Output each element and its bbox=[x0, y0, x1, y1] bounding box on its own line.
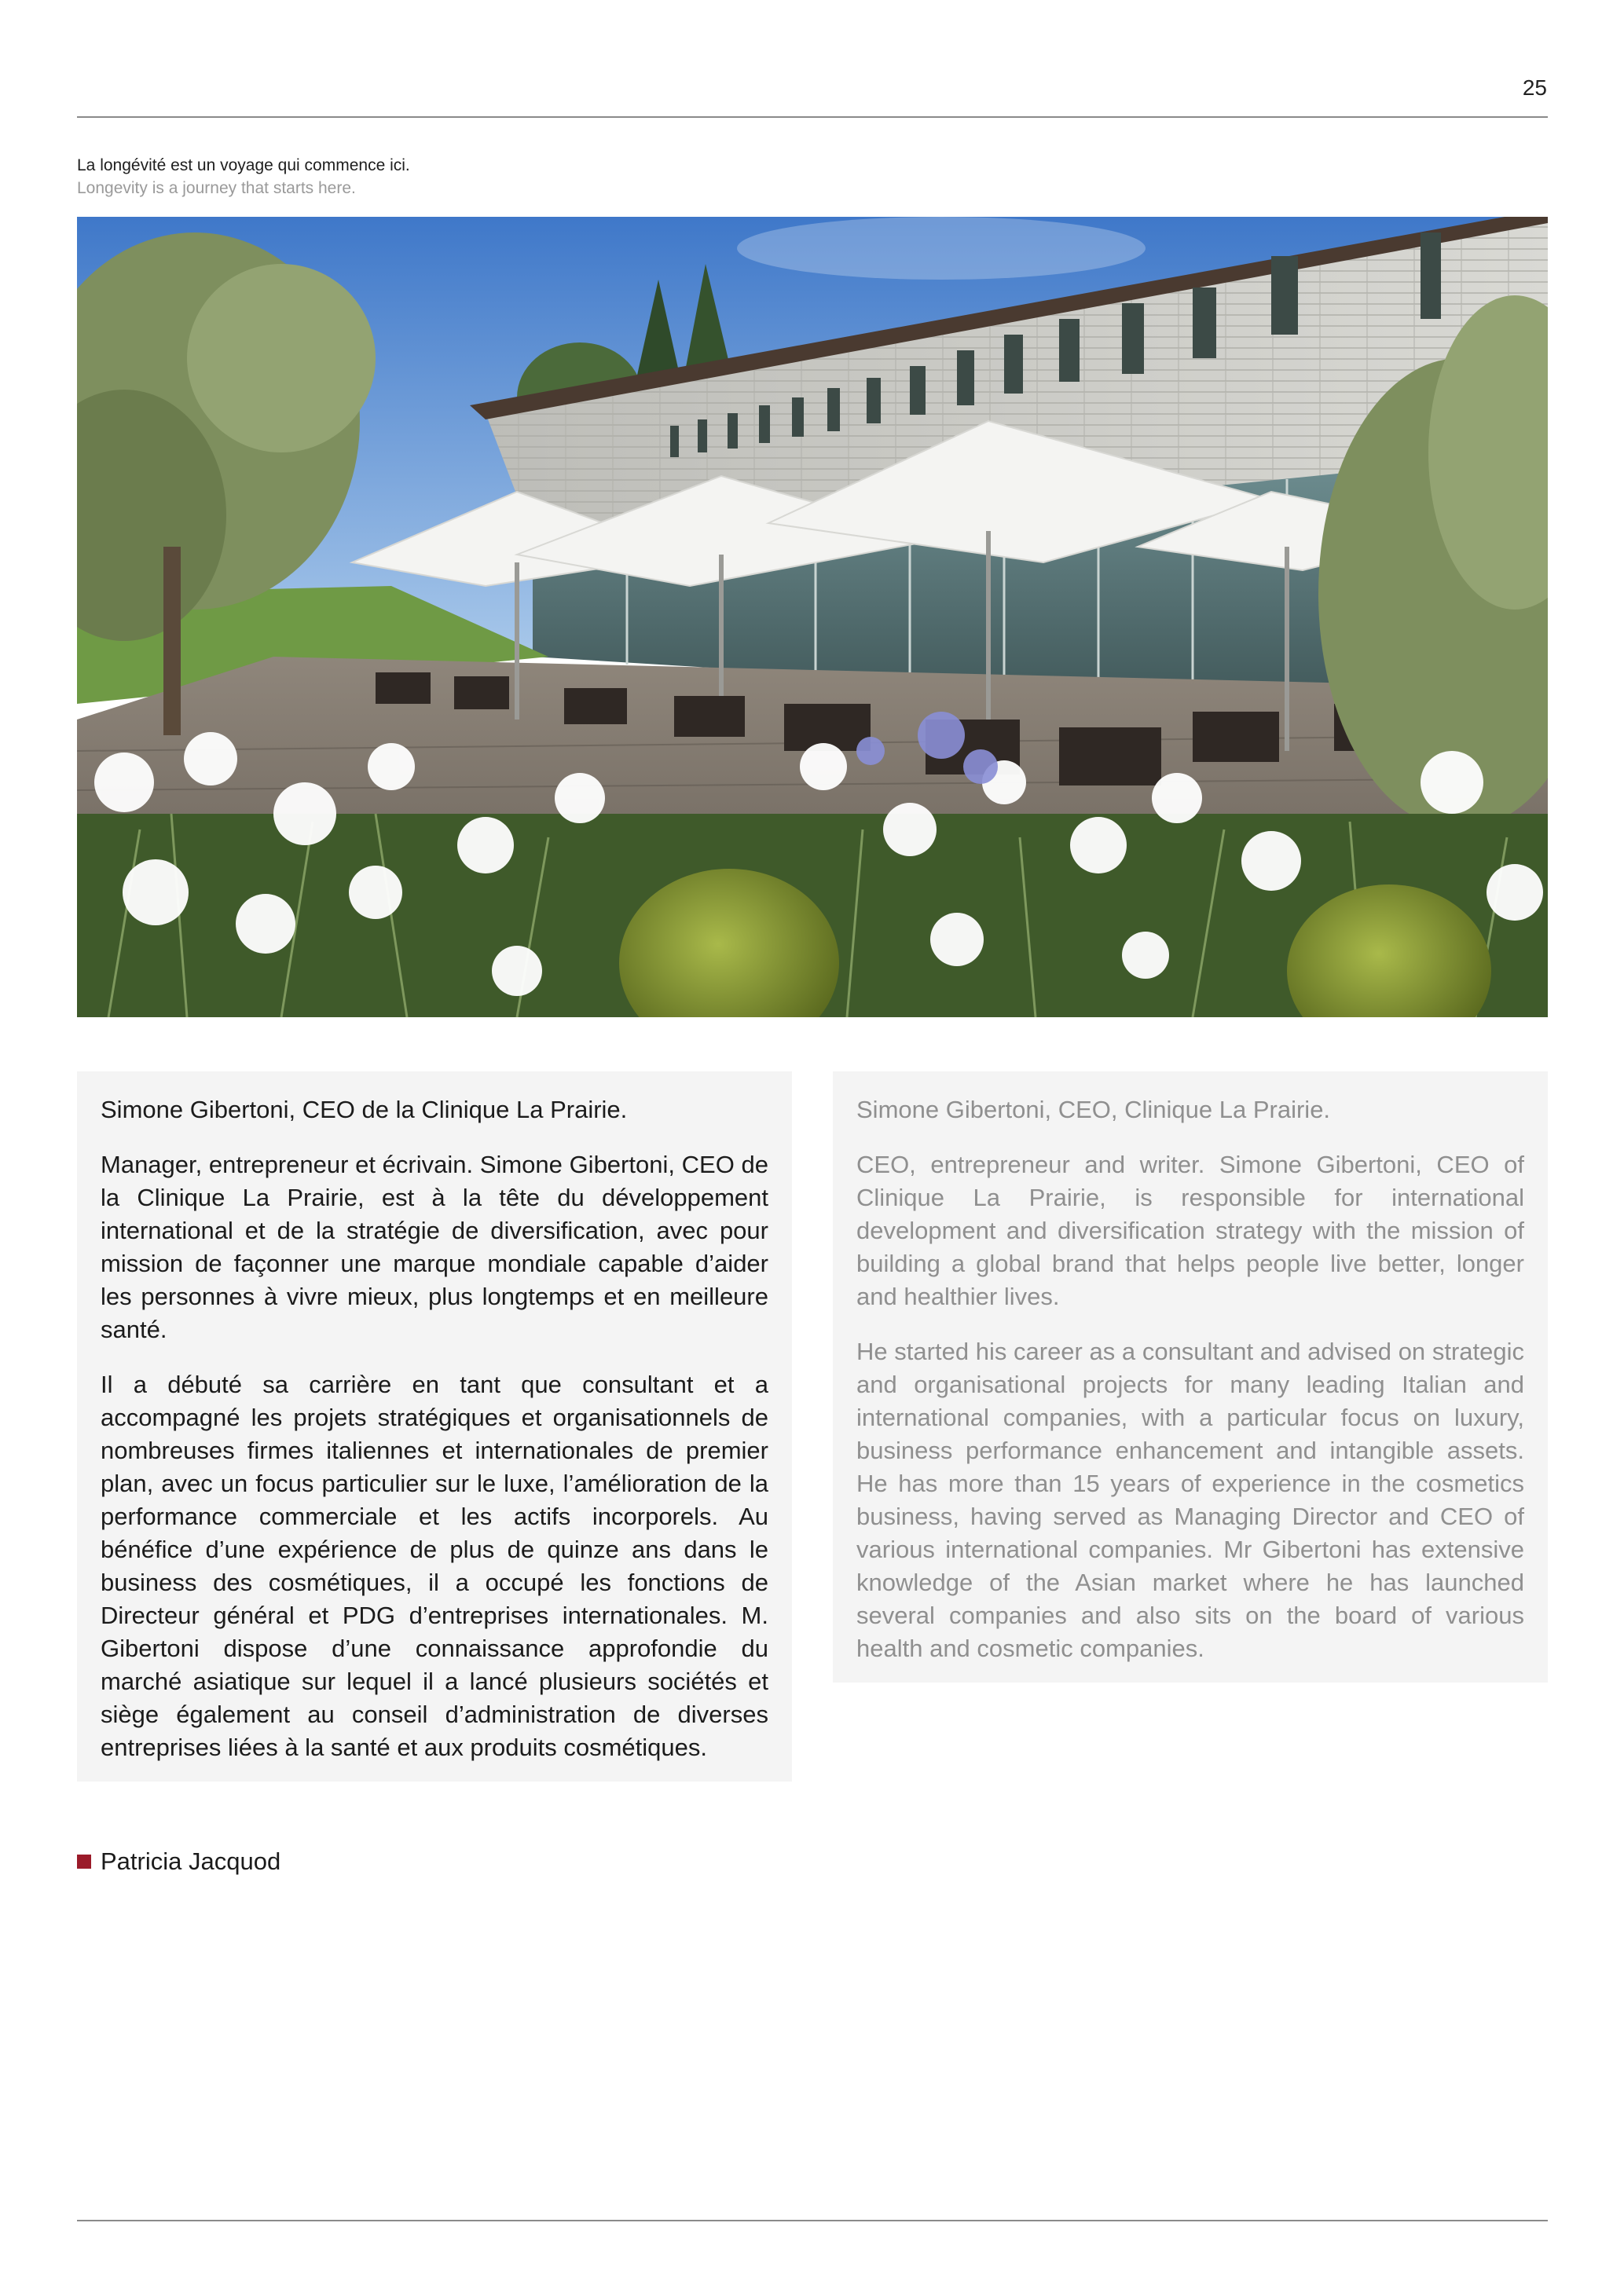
footer-divider bbox=[77, 2220, 1548, 2221]
french-bio-panel bbox=[77, 1071, 792, 1782]
french-bio-heading: Simone Gibertoni, CEO de la Clinique La Prairie. bbox=[101, 1096, 628, 1123]
caption-french: La longévité est un voyage qui commence ici. bbox=[77, 156, 410, 174]
english-bio-paragraph-1: CEO, entrepreneur and writer. Simone Gibertoni, CEO of Clinique La Prairie, is responsible for international development and diversification strategy with the mission of building a global brand that helps people live better, longer and healthier lives. bbox=[856, 1151, 1524, 1310]
square-bullet-icon bbox=[77, 1855, 91, 1869]
english-bio-heading: Simone Gibertoni, CEO, Clinique La Prairie. bbox=[856, 1096, 1331, 1123]
photo-caption bbox=[77, 156, 410, 198]
author-credit bbox=[77, 1847, 280, 1876]
page-number: 25 bbox=[1522, 75, 1547, 100]
french-bio-paragraph-2: Il a débuté sa carrière en tant que consultant et a accompagné les projets stratégiques et organisationnels de nombreuses firmes italiennes et internationales de premier plan, avec un focus particulier sur le luxe, l’amélioration de la performance commerciale et les actifs incorporels. Au bénéfice d’une expérience de plus de quinze ans dans le business des cosmétiques, il a occupé les fonctions de Directeur général et PDG d’entreprises internationales. M. Gibertoni dispose d’une connaissance approfondie du marché asiatique sur lequel il a lancé plusieurs sociétés et siège également au conseil d’administration de diverses entreprises liées à la santé et aux produits cosmétiques. bbox=[101, 1371, 768, 1761]
caption-english: Longevity is a journey that starts here. bbox=[77, 179, 356, 198]
header-divider bbox=[77, 116, 1548, 118]
english-bio-paragraph-2: He started his career as a consultant and advised on strategic and organisational projects for many leading Italian and international companies, with a particular focus on luxury, business performance enhancement and intangible assets. He has more than 15 years of experience in the cosmetics business, having served as Managing Director and CEO of various international companies. Mr Gibertoni has extensive knowledge of the Asian market where he has launched several companies and also sits on the board of various health and cosmetic companies. bbox=[856, 1338, 1524, 1662]
english-bio-panel bbox=[833, 1071, 1548, 1683]
clinic-terrace-photo bbox=[77, 217, 1548, 1017]
french-bio-paragraph-1: Manager, entrepreneur et écrivain. Simone Gibertoni, CEO de la Clinique La Prairie, est à la tête du développement international et de la stratégie de diversification, avec pour mission de façonner une marque mondiale capable d’aider les personnes à vivre mieux, plus longtemps et en meilleure santé. bbox=[101, 1151, 768, 1343]
author-name: Patricia Jacquod bbox=[101, 1847, 281, 1875]
